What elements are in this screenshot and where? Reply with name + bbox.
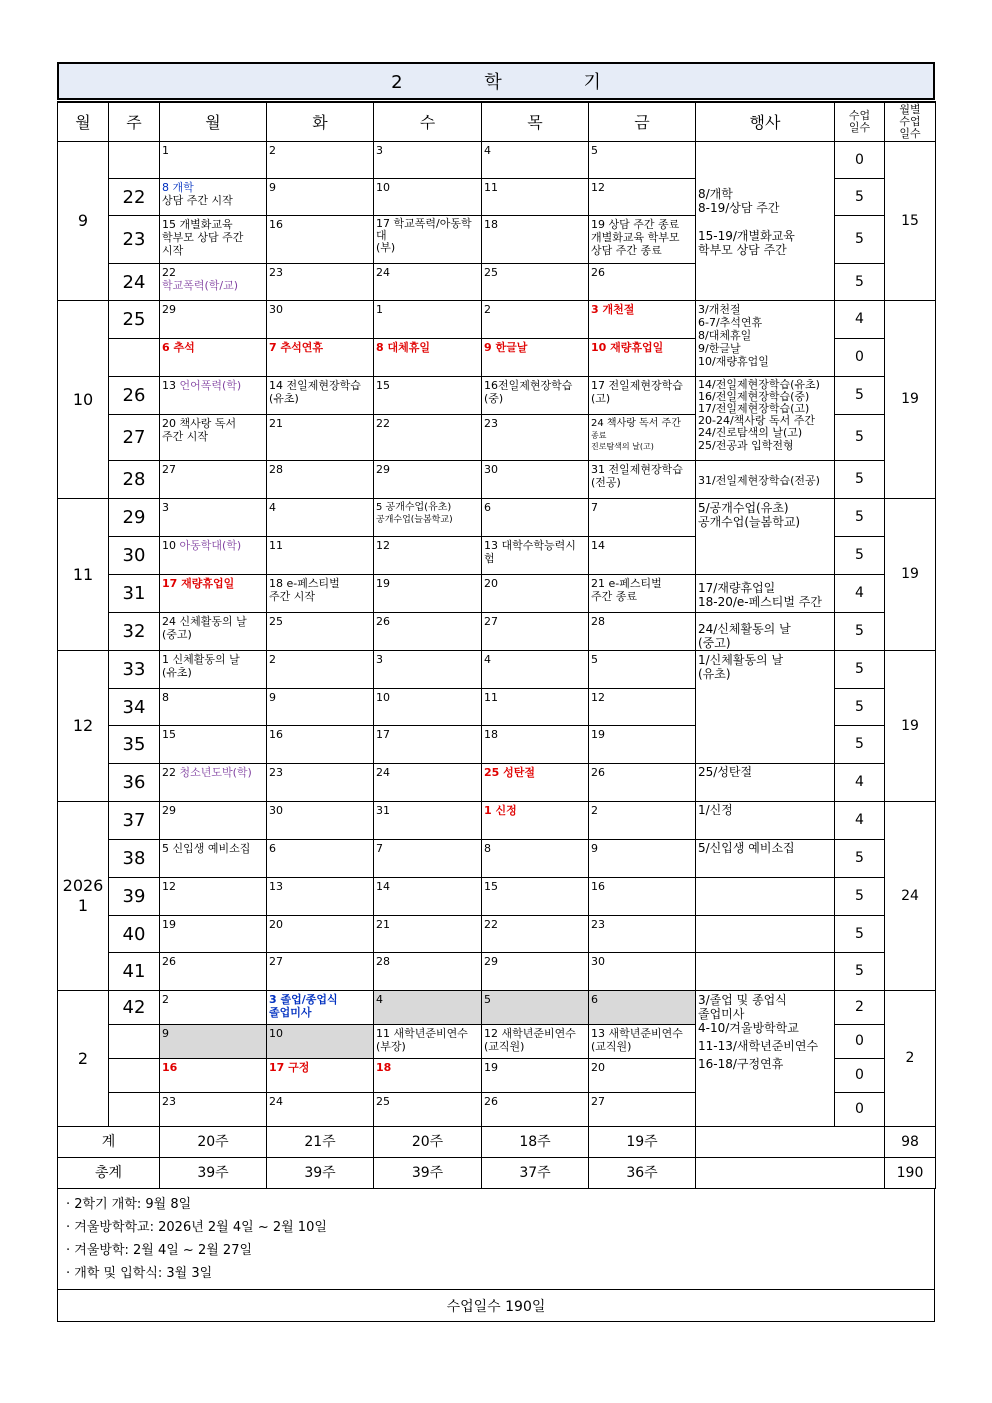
day-cell: 14 — [374, 878, 482, 916]
day-note: 진로탐색의 날(고) — [591, 442, 654, 451]
day-note: 상담 주간 시작 — [162, 194, 233, 207]
day-cell: 23 — [160, 1093, 267, 1127]
table-row — [58, 142, 936, 179]
day-cell: 9 — [267, 179, 374, 216]
event-cell: 1/신체활동의 날 (유초) — [696, 651, 835, 764]
notes-box — [57, 1189, 935, 1290]
day-cell: 11 — [482, 689, 589, 726]
table-row — [58, 613, 936, 651]
week-cell: 24 — [109, 264, 160, 301]
monthly-days-cell: 24 — [885, 802, 936, 991]
event-cell — [696, 991, 835, 1127]
day-cell: 29 — [482, 953, 589, 991]
day-cell: 10 — [374, 689, 482, 726]
day-cell: 20 — [267, 916, 374, 953]
week-cell: 22 — [109, 179, 160, 216]
event-cell — [696, 953, 835, 991]
event-cell: 5/공개수업(유초) 공개수업(늘봄학교) — [696, 499, 835, 575]
day-cell: 7 — [589, 499, 696, 537]
week-cell: 35 — [109, 726, 160, 764]
note-line: · 2학기 개학: 9월 8일 — [66, 1197, 192, 1212]
day-cell: 25 — [482, 264, 589, 301]
month-cell: 10 — [58, 301, 109, 499]
day-cell: 17 학교폭력/아동학대 (부) — [374, 216, 482, 264]
header-class-days: 수업 일수 — [835, 102, 885, 142]
day-cell: 24 신체활동의 날 (중고) — [160, 613, 267, 651]
day-cell: 2 — [482, 301, 589, 339]
day-cell: 26 — [374, 613, 482, 651]
table-row — [58, 991, 936, 1025]
day-note: 22 — [162, 266, 176, 279]
table-row — [58, 651, 936, 689]
day-cell: 4 — [267, 499, 374, 537]
day-cell: 8 — [482, 840, 589, 878]
header-row — [58, 102, 936, 142]
day-cell: 26 — [482, 1093, 589, 1127]
day-cell: 1 신체활동의 날 (유초) — [160, 651, 267, 689]
week-cell: 31 — [109, 575, 160, 613]
event-note: 3/졸업 및 종업식 졸업미사 4-10/겨울방학학교 — [698, 993, 799, 1035]
week-cell — [109, 142, 160, 179]
class-days-cell: 4 — [835, 764, 885, 802]
grand-total-monday: 39주 — [160, 1158, 267, 1189]
day-cell: 24 — [374, 764, 482, 802]
grand-total-row — [58, 1158, 936, 1189]
class-days-cell: 5 — [835, 840, 885, 878]
day-cell — [589, 415, 696, 461]
week-cell: 27 — [109, 415, 160, 461]
week-cell: 30 — [109, 537, 160, 575]
header-month: 월 — [58, 102, 109, 142]
day-cell: 2 — [160, 991, 267, 1025]
calendar-sheet — [57, 62, 935, 1322]
day-cell: 19 — [374, 575, 482, 613]
day-cell: 23 — [267, 264, 374, 301]
day-cell: 11 — [482, 179, 589, 216]
day-cell: 3 — [374, 142, 482, 179]
day-cell: 5 — [482, 991, 589, 1025]
event-cell: 25/성탄절 — [696, 764, 835, 802]
day-cell: 30 — [267, 301, 374, 339]
day-note: 공개수업(늘봄학교) — [376, 515, 453, 525]
class-days-cell: 5 — [835, 415, 885, 461]
week-cell: 34 — [109, 689, 160, 726]
day-note: 종료 — [591, 431, 607, 440]
day-cell: 19 — [482, 1059, 589, 1093]
day-cell: 18 — [482, 726, 589, 764]
day-cell: 6 추석 — [160, 339, 267, 377]
event-note: 14/전일제현장학습(유초) 16/전일제현장학습(중) 17/전일제현장학습(고) 20-24/책사랑 독서 주간 24/진로탐색의 날(고) — [698, 378, 820, 439]
day-cell: 23 — [589, 916, 696, 953]
table-row — [58, 802, 936, 840]
event-cell: 31/전일제현장학습(전공) — [696, 461, 835, 499]
day-cell: 3 — [160, 499, 267, 537]
semester-title: 2 학 기 — [57, 62, 935, 100]
day-cell: 20 — [482, 575, 589, 613]
day-cell: 27 — [267, 953, 374, 991]
class-days-cell: 5 — [835, 689, 885, 726]
day-cell: 4 — [482, 651, 589, 689]
week-cell — [109, 1093, 160, 1127]
monthly-days-cell: 19 — [885, 499, 936, 651]
day-cell: 6 — [589, 991, 696, 1025]
day-cell: 13 대학수학능력시 험 — [482, 537, 589, 575]
day-cell: 5 신입생 예비소집 — [160, 840, 267, 878]
class-days-cell: 0 — [835, 1025, 885, 1059]
day-cell: 6 — [482, 499, 589, 537]
day-cell: 17 전일제현장학습 (고) — [589, 377, 696, 415]
table-row — [58, 840, 936, 878]
class-days-cell: 5 — [835, 377, 885, 415]
day-cell — [160, 537, 267, 575]
day-note: 청소년도박(학) — [179, 766, 252, 779]
day-cell: 19 — [589, 726, 696, 764]
subtotal-wednesday: 20주 — [374, 1127, 482, 1158]
day-cell: 20 책사랑 독서 주간 시작 — [160, 415, 267, 461]
day-cell: 28 — [267, 461, 374, 499]
subtotal-thursday: 18주 — [482, 1127, 589, 1158]
day-cell: 4 — [374, 991, 482, 1025]
event-cell: 1/신정 — [696, 802, 835, 840]
day-cell: 27 — [160, 461, 267, 499]
header-wednesday: 수 — [374, 102, 482, 142]
day-cell: 11 — [267, 537, 374, 575]
day-cell: 21 e-페스티벌 주간 종료 — [589, 575, 696, 613]
header-monday: 월 — [160, 102, 267, 142]
day-cell: 12 — [160, 878, 267, 916]
day-cell: 31 전일제현장학습 (전공) — [589, 461, 696, 499]
day-cell: 15 — [374, 377, 482, 415]
day-cell: 9 한글날 — [482, 339, 589, 377]
day-cell: 30 — [482, 461, 589, 499]
event-cell: 3/개천절 6-7/추석연휴 8/대체휴일 9/한글날 10/재량휴업일 — [696, 301, 835, 377]
month-cell: 11 — [58, 499, 109, 651]
class-days-cell: 5 — [835, 916, 885, 953]
day-cell: 3 개천절 — [589, 301, 696, 339]
day-cell: 15 개별화교육 학부모 상담 주간 시작 — [160, 216, 267, 264]
day-cell: 20 — [589, 1059, 696, 1093]
grand-total-total: 190 — [885, 1158, 936, 1189]
header-week: 주 — [109, 102, 160, 142]
day-note: 10 — [162, 539, 176, 552]
academic-calendar-table — [57, 101, 936, 1189]
day-cell: 8 — [160, 689, 267, 726]
note-line: · 겨울방학학교: 2026년 2월 4일 ~ 2월 10일 — [66, 1220, 327, 1235]
day-cell: 17 구정 — [267, 1059, 374, 1093]
day-cell: 14 전일제현장학습 (유초) — [267, 377, 374, 415]
day-cell: 13 새학년준비연수 (교직원) — [589, 1025, 696, 1059]
class-days-cell: 5 — [835, 651, 885, 689]
table-row — [58, 461, 936, 499]
week-cell: 37 — [109, 802, 160, 840]
week-cell: 42 — [109, 991, 160, 1025]
class-days-cell: 5 — [835, 264, 885, 301]
table-row — [58, 953, 936, 991]
subtotal-row — [58, 1127, 936, 1158]
week-cell: 41 — [109, 953, 160, 991]
day-cell: 5 — [589, 142, 696, 179]
day-cell: 26 — [589, 764, 696, 802]
class-days-cell: 4 — [835, 575, 885, 613]
subtotal-blank — [696, 1127, 885, 1158]
day-cell: 6 — [267, 840, 374, 878]
grand-total-blank — [696, 1158, 885, 1189]
note-line: · 개학 및 입학식: 3월 3일 — [66, 1266, 213, 1281]
day-cell: 19 — [160, 916, 267, 953]
event-note: 25/전공과 입학전형 — [698, 439, 794, 452]
class-days-cell: 5 — [835, 613, 885, 651]
subtotal-monday: 20주 — [160, 1127, 267, 1158]
table-row — [58, 377, 936, 415]
month-cell: 9 — [58, 142, 109, 301]
day-cell — [374, 499, 482, 537]
subtotal-total: 98 — [885, 1127, 936, 1158]
table-row — [58, 575, 936, 613]
day-cell: 9 — [160, 1025, 267, 1059]
day-note: 언어폭력(학) — [179, 379, 242, 392]
event-note: 11-13/새학년준비연수 — [698, 1039, 819, 1053]
day-cell: 2 — [267, 651, 374, 689]
day-cell: 3 — [374, 651, 482, 689]
grand-total-label: 총계 — [58, 1158, 160, 1189]
class-days-cell: 5 — [835, 461, 885, 499]
day-note: 8 개학 — [162, 181, 194, 194]
day-cell: 17 재량휴업일 — [160, 575, 267, 613]
day-cell: 18 — [482, 216, 589, 264]
day-cell: 30 — [589, 953, 696, 991]
grand-total-thursday: 37주 — [482, 1158, 589, 1189]
month-cell: 12 — [58, 651, 109, 802]
subtotal-label: 계 — [58, 1127, 160, 1158]
day-note: 22 — [162, 766, 176, 779]
day-cell: 25 성탄절 — [482, 764, 589, 802]
day-cell: 16전일제현장학습 (중) — [482, 377, 589, 415]
day-cell: 29 — [160, 301, 267, 339]
week-cell — [109, 339, 160, 377]
class-days-cell: 5 — [835, 537, 885, 575]
day-cell — [160, 264, 267, 301]
class-days-cell: 0 — [835, 1059, 885, 1093]
month-cell: 2026 1 — [58, 802, 109, 991]
event-cell — [696, 916, 835, 953]
week-cell — [109, 1059, 160, 1093]
day-cell: 23 — [267, 764, 374, 802]
day-cell: 14 — [589, 537, 696, 575]
table-row — [58, 916, 936, 953]
day-cell: 16 — [267, 726, 374, 764]
week-cell: 25 — [109, 301, 160, 339]
class-days-cell: 5 — [835, 953, 885, 991]
day-cell: 12 새학년준비연수 (교직원) — [482, 1025, 589, 1059]
class-days-cell: 5 — [835, 216, 885, 264]
day-cell: 22 — [374, 415, 482, 461]
day-note: 아동학대(학) — [179, 539, 242, 552]
day-cell: 4 — [482, 142, 589, 179]
day-cell: 25 — [374, 1093, 482, 1127]
class-days-cell: 4 — [835, 301, 885, 339]
class-days-cell: 2 — [835, 991, 885, 1025]
day-cell: 11 새학년준비연수 (부장) — [374, 1025, 482, 1059]
week-cell: 23 — [109, 216, 160, 264]
day-cell: 21 — [374, 916, 482, 953]
event-cell — [696, 878, 835, 916]
class-days-cell: 5 — [835, 878, 885, 916]
grand-total-tuesday: 39주 — [267, 1158, 374, 1189]
day-cell: 26 — [160, 953, 267, 991]
day-cell: 12 — [374, 537, 482, 575]
event-cell — [696, 377, 835, 461]
day-cell: 1 — [374, 301, 482, 339]
day-cell: 16 — [589, 878, 696, 916]
subtotal-friday: 19주 — [589, 1127, 696, 1158]
day-cell: 18 e-페스티벌 주간 시작 — [267, 575, 374, 613]
day-cell: 25 — [267, 613, 374, 651]
grand-total-friday: 36주 — [589, 1158, 696, 1189]
event-cell: 24/신체활동의 날 (중고) — [696, 613, 835, 651]
day-cell: 19 상담 주간 종료 개별화교육 학부모 상담 주간 종료 — [589, 216, 696, 264]
monthly-days-cell: 2 — [885, 991, 936, 1127]
day-cell: 5 — [589, 651, 696, 689]
day-cell: 29 — [374, 461, 482, 499]
day-cell: 27 — [589, 1093, 696, 1127]
day-cell: 23 — [482, 415, 589, 461]
day-cell: 9 — [267, 689, 374, 726]
day-cell: 31 — [374, 802, 482, 840]
week-cell: 29 — [109, 499, 160, 537]
day-cell: 2 — [589, 802, 696, 840]
day-cell: 13 — [267, 878, 374, 916]
class-days-cell: 5 — [835, 726, 885, 764]
day-cell: 29 — [160, 802, 267, 840]
day-note: 5 공개수업(유초) — [376, 502, 452, 513]
week-cell: 39 — [109, 878, 160, 916]
class-days-cell: 4 — [835, 802, 885, 840]
week-cell: 32 — [109, 613, 160, 651]
day-cell: 18 — [374, 1059, 482, 1093]
header-friday: 금 — [589, 102, 696, 142]
day-cell: 16 — [160, 1059, 267, 1093]
day-cell: 15 — [482, 878, 589, 916]
total-class-days-footer: 수업일수 190일 — [57, 1290, 935, 1322]
header-tuesday: 화 — [267, 102, 374, 142]
day-cell: 15 — [160, 726, 267, 764]
monthly-days-cell: 15 — [885, 142, 936, 301]
header-thursday: 목 — [482, 102, 589, 142]
subtotal-tuesday: 21주 — [267, 1127, 374, 1158]
week-cell: 26 — [109, 377, 160, 415]
day-cell: 1 신정 — [482, 802, 589, 840]
table-row — [58, 301, 936, 339]
week-cell: 28 — [109, 461, 160, 499]
day-cell: 3 졸업/종업식 졸업미사 — [267, 991, 374, 1025]
event-cell: 8/개학 8-19/상담 주간 15-19/개별화교육 학부모 상담 주간 — [696, 142, 835, 301]
day-cell: 10 — [267, 1025, 374, 1059]
week-cell: 38 — [109, 840, 160, 878]
day-cell: 2 — [267, 142, 374, 179]
event-cell: 5/신입생 예비소집 — [696, 840, 835, 878]
day-cell: 10 재량휴업일 — [589, 339, 696, 377]
day-cell: 27 — [482, 613, 589, 651]
day-cell: 8 대체휴일 — [374, 339, 482, 377]
day-cell: 7 추석연휴 — [267, 339, 374, 377]
day-cell: 21 — [267, 415, 374, 461]
day-note: 13 — [162, 379, 176, 392]
class-days-cell: 0 — [835, 142, 885, 179]
table-row — [58, 764, 936, 802]
day-cell — [160, 764, 267, 802]
day-cell: 26 — [589, 264, 696, 301]
day-cell: 17 — [374, 726, 482, 764]
header-events: 행사 — [696, 102, 835, 142]
week-cell — [109, 1025, 160, 1059]
day-cell — [160, 377, 267, 415]
day-cell: 12 — [589, 689, 696, 726]
day-cell: 28 — [374, 953, 482, 991]
event-note: 16-18/구정연휴 — [698, 1057, 784, 1071]
class-days-cell: 0 — [835, 1093, 885, 1127]
day-cell — [160, 179, 267, 216]
class-days-cell: 5 — [835, 179, 885, 216]
week-cell: 36 — [109, 764, 160, 802]
class-days-cell: 0 — [835, 339, 885, 377]
table-row — [58, 878, 936, 916]
grand-total-wednesday: 39주 — [374, 1158, 482, 1189]
table-row — [58, 499, 936, 537]
month-cell: 2 — [58, 991, 109, 1127]
day-cell: 10 — [374, 179, 482, 216]
monthly-days-cell: 19 — [885, 651, 936, 802]
day-cell: 9 — [589, 840, 696, 878]
day-cell: 22 — [482, 916, 589, 953]
day-cell: 24 — [374, 264, 482, 301]
day-note: 24 책사랑 독서 주간 — [591, 418, 681, 429]
monthly-days-cell: 19 — [885, 301, 936, 499]
week-cell: 40 — [109, 916, 160, 953]
day-cell: 12 — [589, 179, 696, 216]
day-cell: 28 — [589, 613, 696, 651]
event-cell: 17/재량휴업일 18-20/e-페스티벌 주간 — [696, 575, 835, 613]
day-cell: 1 — [160, 142, 267, 179]
note-line: · 겨울방학: 2월 4일 ~ 2월 27일 — [66, 1243, 253, 1258]
day-note: 학교폭력(학/교) — [162, 279, 239, 292]
class-days-cell: 5 — [835, 499, 885, 537]
week-cell: 33 — [109, 651, 160, 689]
day-cell: 30 — [267, 802, 374, 840]
day-cell: 24 — [267, 1093, 374, 1127]
header-monthly-days: 월별 수업 일수 — [885, 102, 936, 142]
day-cell: 7 — [374, 840, 482, 878]
day-cell: 16 — [267, 216, 374, 264]
